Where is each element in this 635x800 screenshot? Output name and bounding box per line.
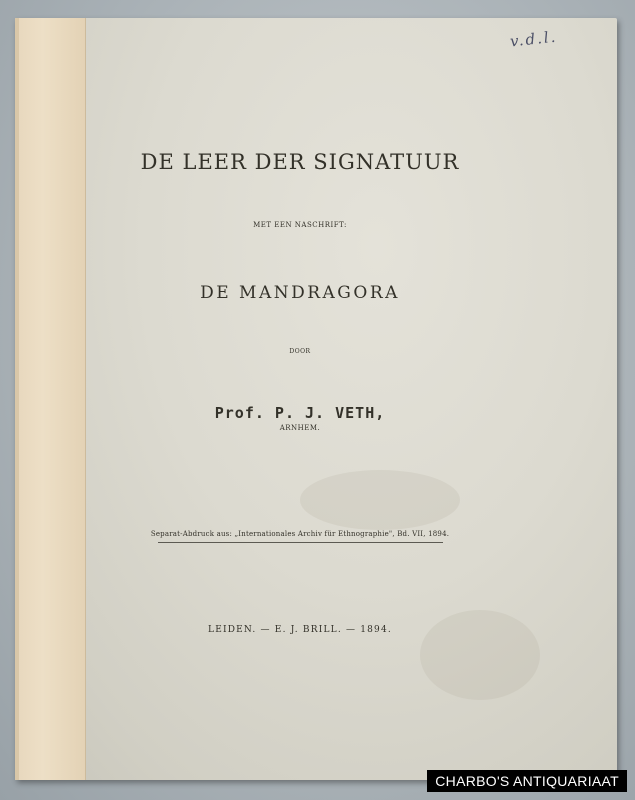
paper-stain (300, 470, 460, 530)
cover-second-title: DE MANDRAGORA (200, 283, 400, 303)
offprint-underline (158, 542, 443, 543)
publisher-line: LEIDEN. — E. J. BRILL. — 1894. (208, 625, 392, 635)
paper-stain (420, 610, 540, 700)
offprint-note: Separat-Abdruck aus: „Internationales Archiv für Ethnographie", Bd. VII, 1894. (150, 530, 450, 538)
seller-watermark: CHARBO'S ANTIQUARIAAT (427, 770, 627, 792)
cover-title: DE LEER DER SIGNATUUR (140, 150, 460, 174)
handwritten-note: v.d.l. (509, 27, 559, 51)
cover-author: Prof. P. J. VETH, (214, 404, 386, 422)
cover-subtitle: MET EEN NASCHRIFT: (253, 221, 347, 229)
cover-by-label: DOOR (289, 348, 311, 355)
cover-place: ARNHEM. (279, 424, 321, 432)
paper-spine-strip (15, 18, 86, 780)
spine-edge (15, 18, 19, 780)
